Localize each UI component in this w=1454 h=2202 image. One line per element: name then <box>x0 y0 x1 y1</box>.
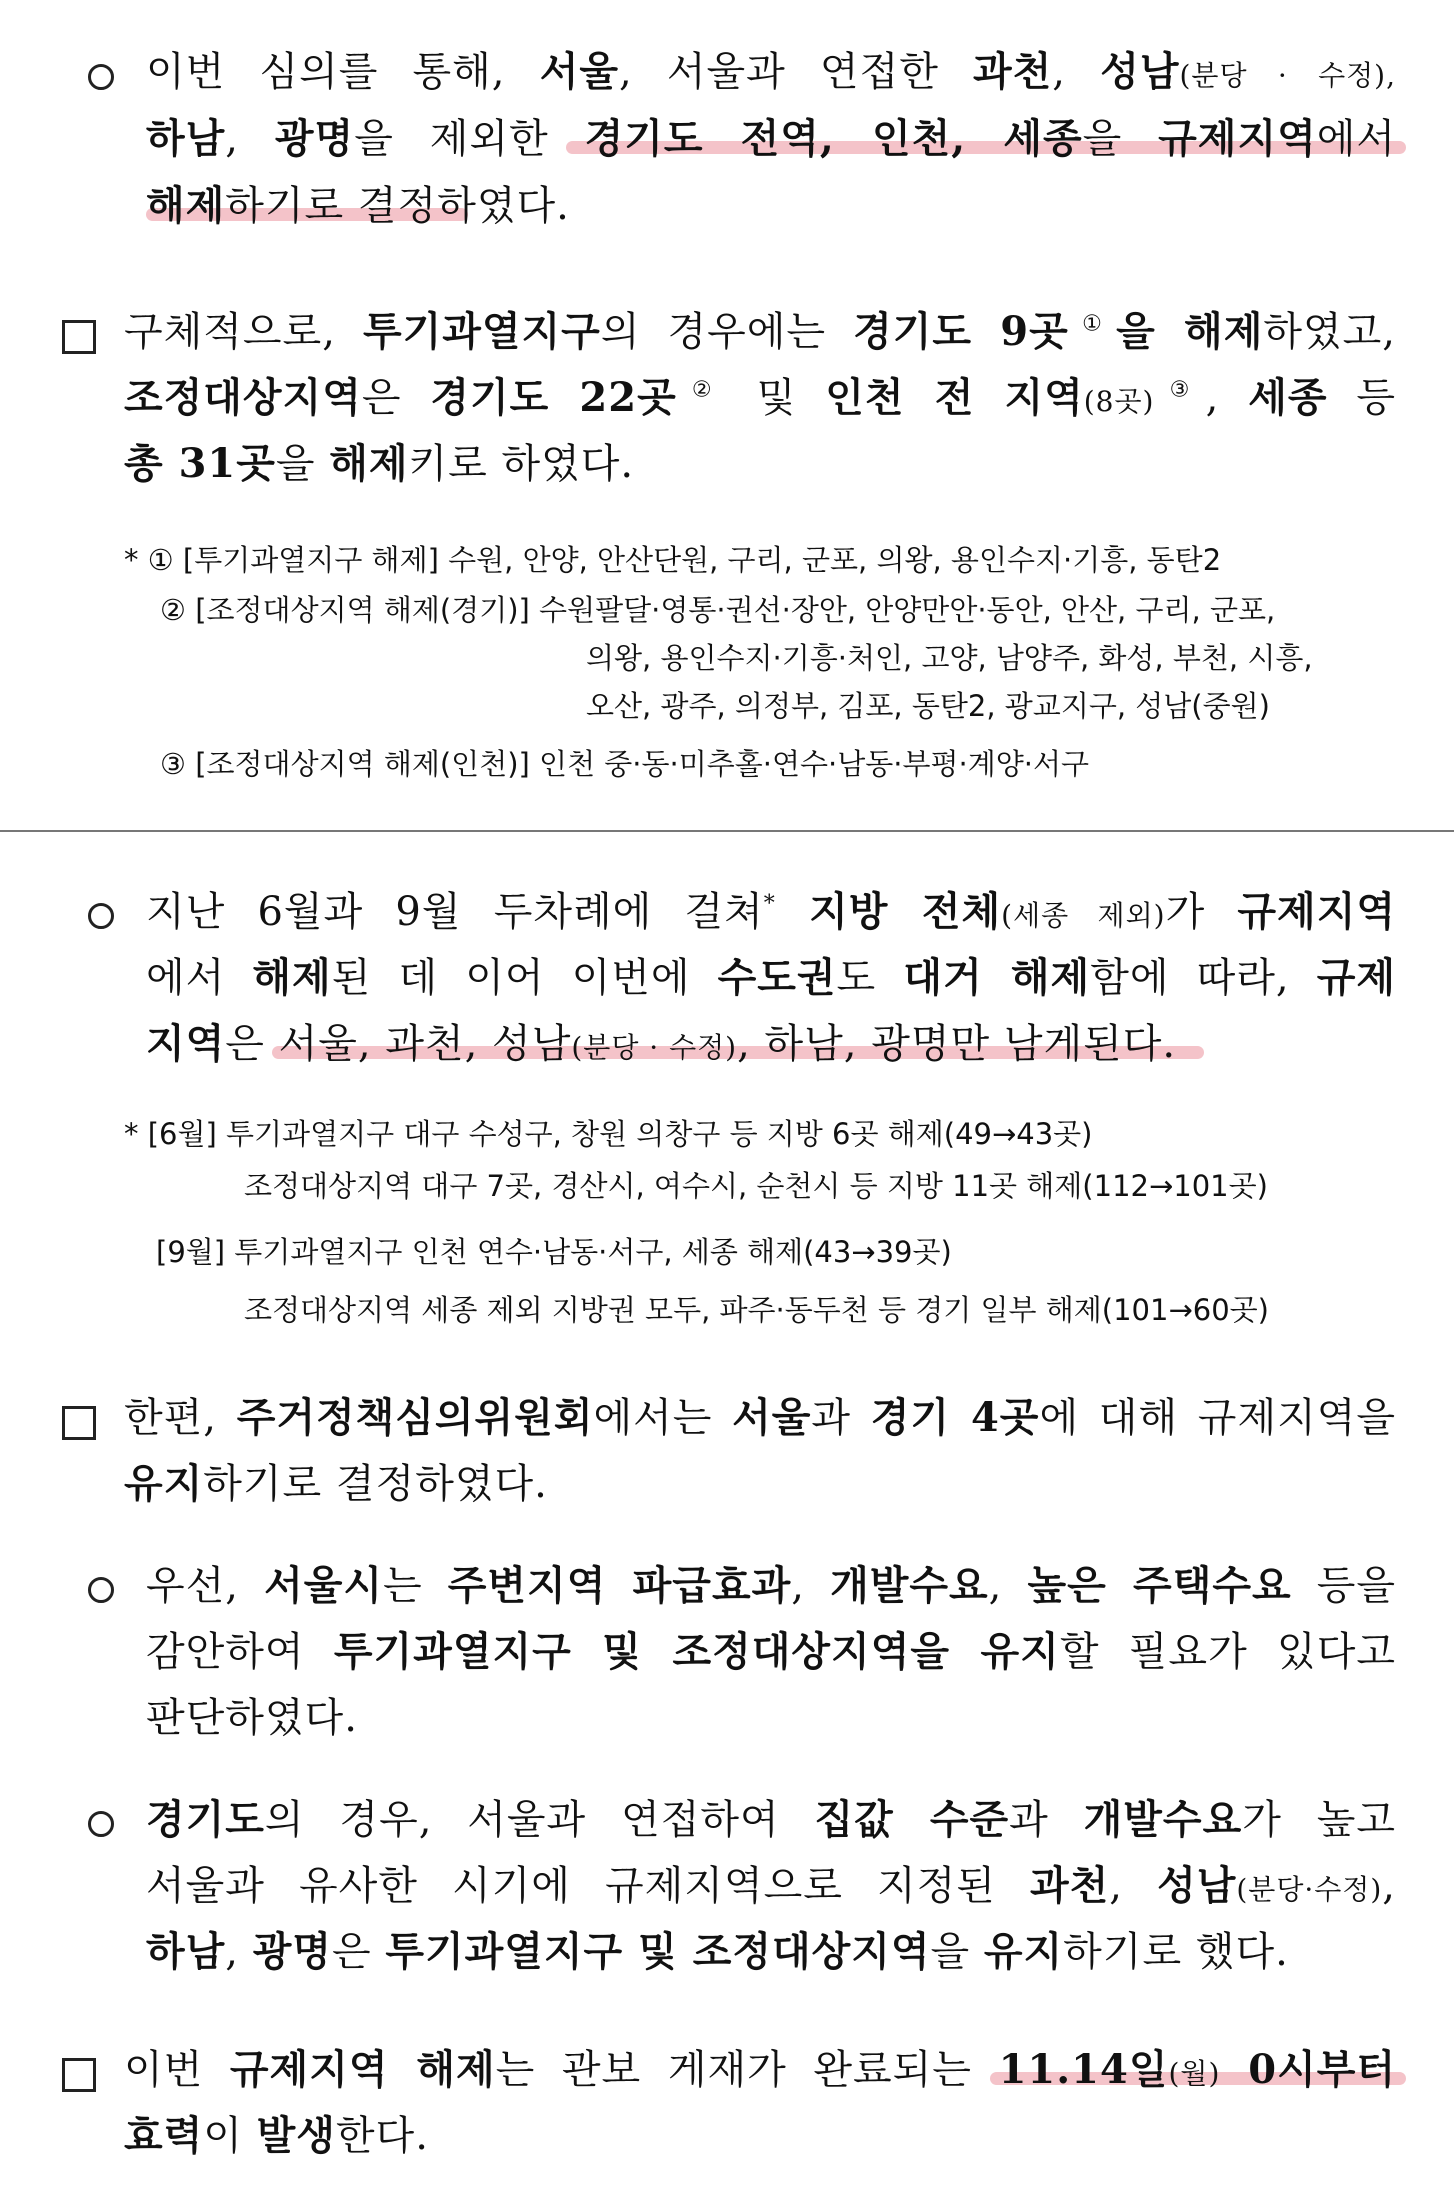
p3-line3: 지역은 서울, 과천, 성남(분당 · 수정), 하남, 광명만 남게된다. <box>146 1020 1177 1067</box>
footnote-line: * ① [투기과열지구 해제] 수원, 안양, 안산단원, 구리, 군포, 의왕, 용인수지·기흥, 동탄2 <box>124 543 1222 577</box>
footnote-line: 오산, 광주, 의정부, 김포, 동탄2, 광교지구, 성남(중원) <box>586 689 1270 723</box>
p3-line2: 에서 해제된 데 이어 이번에 수도권도 대거 해제함에 따라, 규제 <box>146 954 1396 1001</box>
p7-line1: 이번 규제지역 해제는 관보 게재가 완료되는 11.14일(월) 0시부터 <box>124 2046 1397 2093</box>
footnote-line: ② [조정대상지역 해제(경기)] 수원팔달·영통·권선·장안, 안양만안·동안, 안산, 구리, 군포, <box>160 593 1276 627</box>
p2-line2: 조정대상지역은 경기도 22곳② 및 인천 전 지역(8곳)③, 세종 등 <box>124 374 1397 421</box>
p1-line2: 하남, 광명을 제외한 경기도 전역, 인천, 세종을 규제지역에서 <box>146 115 1397 162</box>
footnote-line: 의왕, 용인수지·기흥·처인, 고양, 남양주, 화성, 부천, 시흥, <box>586 641 1313 675</box>
footnote-line: ③ [조정대상지역 해제(인천)] 인천 중·동·미추홀·연수·남동·부평·계양·서구 <box>160 747 1090 781</box>
p6-line3: 하남, 광명은 투기과열지구 및 조정대상지역을 유지하기로 했다. <box>146 1928 1289 1975</box>
p7-line2: 효력이 발생한다. <box>124 2112 429 2159</box>
footnote-line: 조정대상지역 대구 7곳, 경산시, 여수시, 순천시 등 지방 11곳 해제(112→101곳) <box>244 1169 1268 1203</box>
p3-line1: 지난 6월과 9월 두차례에 걸쳐* 지방 전체(세종 제외)가 규제지역 <box>146 888 1396 935</box>
footnote-line: 조정대상지역 세종 제외 지방권 모두, 파주·동두천 등 경기 일부 해제(101→60곳) <box>244 1293 1269 1327</box>
bullet-circle-icon <box>88 1811 114 1837</box>
p6-line1: 경기도의 경우, 서울과 연접하여 집값 수준과 개발수요가 높고 <box>146 1796 1397 1843</box>
p4-line2: 유지하기로 결정하였다. <box>124 1460 548 1507</box>
bullet-circle-icon <box>88 903 114 929</box>
footnote-line: * [6월] 투기과열지구 대구 수성구, 창원 의창구 등 지방 6곳 해제(49→43곳) <box>124 1117 1093 1151</box>
p5-line3: 판단하였다. <box>146 1695 358 1741</box>
p5-line1: 우선, 서울시는 주변지역 파급효과, 개발수요, 높은 주택수요 등을 <box>146 1562 1397 1609</box>
bullet-square-icon <box>62 320 96 354</box>
p1-line3: 해제하기로 결정하였다. <box>146 182 570 229</box>
footnote-line: [9월] 투기과열지구 인천 연수·남동·서구, 세종 해제(43→39곳) <box>156 1235 952 1269</box>
bullet-circle-icon <box>88 1577 114 1603</box>
section-divider <box>0 830 1454 832</box>
bullet-square-icon <box>62 2058 96 2092</box>
p5-line2: 감안하여 투기과열지구 및 조정대상지역을 유지할 필요가 있다고 <box>146 1628 1396 1675</box>
p1-line1: 이번 심의를 통해, 서울, 서울과 연접한 과천, 성남(분당 · 수정), <box>146 48 1397 95</box>
bullet-circle-icon <box>88 64 114 90</box>
bullet-square-icon <box>62 1406 96 1440</box>
p4-line1: 한편, 주거정책심의위원회에서는 서울과 경기 4곳에 대해 규제지역을 <box>124 1394 1396 1441</box>
p2-line1: 구체적으로, 투기과열지구의 경우에는 경기도 9곳①을 해제하였고, <box>124 308 1396 355</box>
p2-line3: 총 31곳을 해제키로 하였다. <box>124 440 635 487</box>
p6-line2: 서울과 유사한 시기에 규제지역으로 지정된 과천, 성남(분당·수정), <box>146 1862 1397 1909</box>
